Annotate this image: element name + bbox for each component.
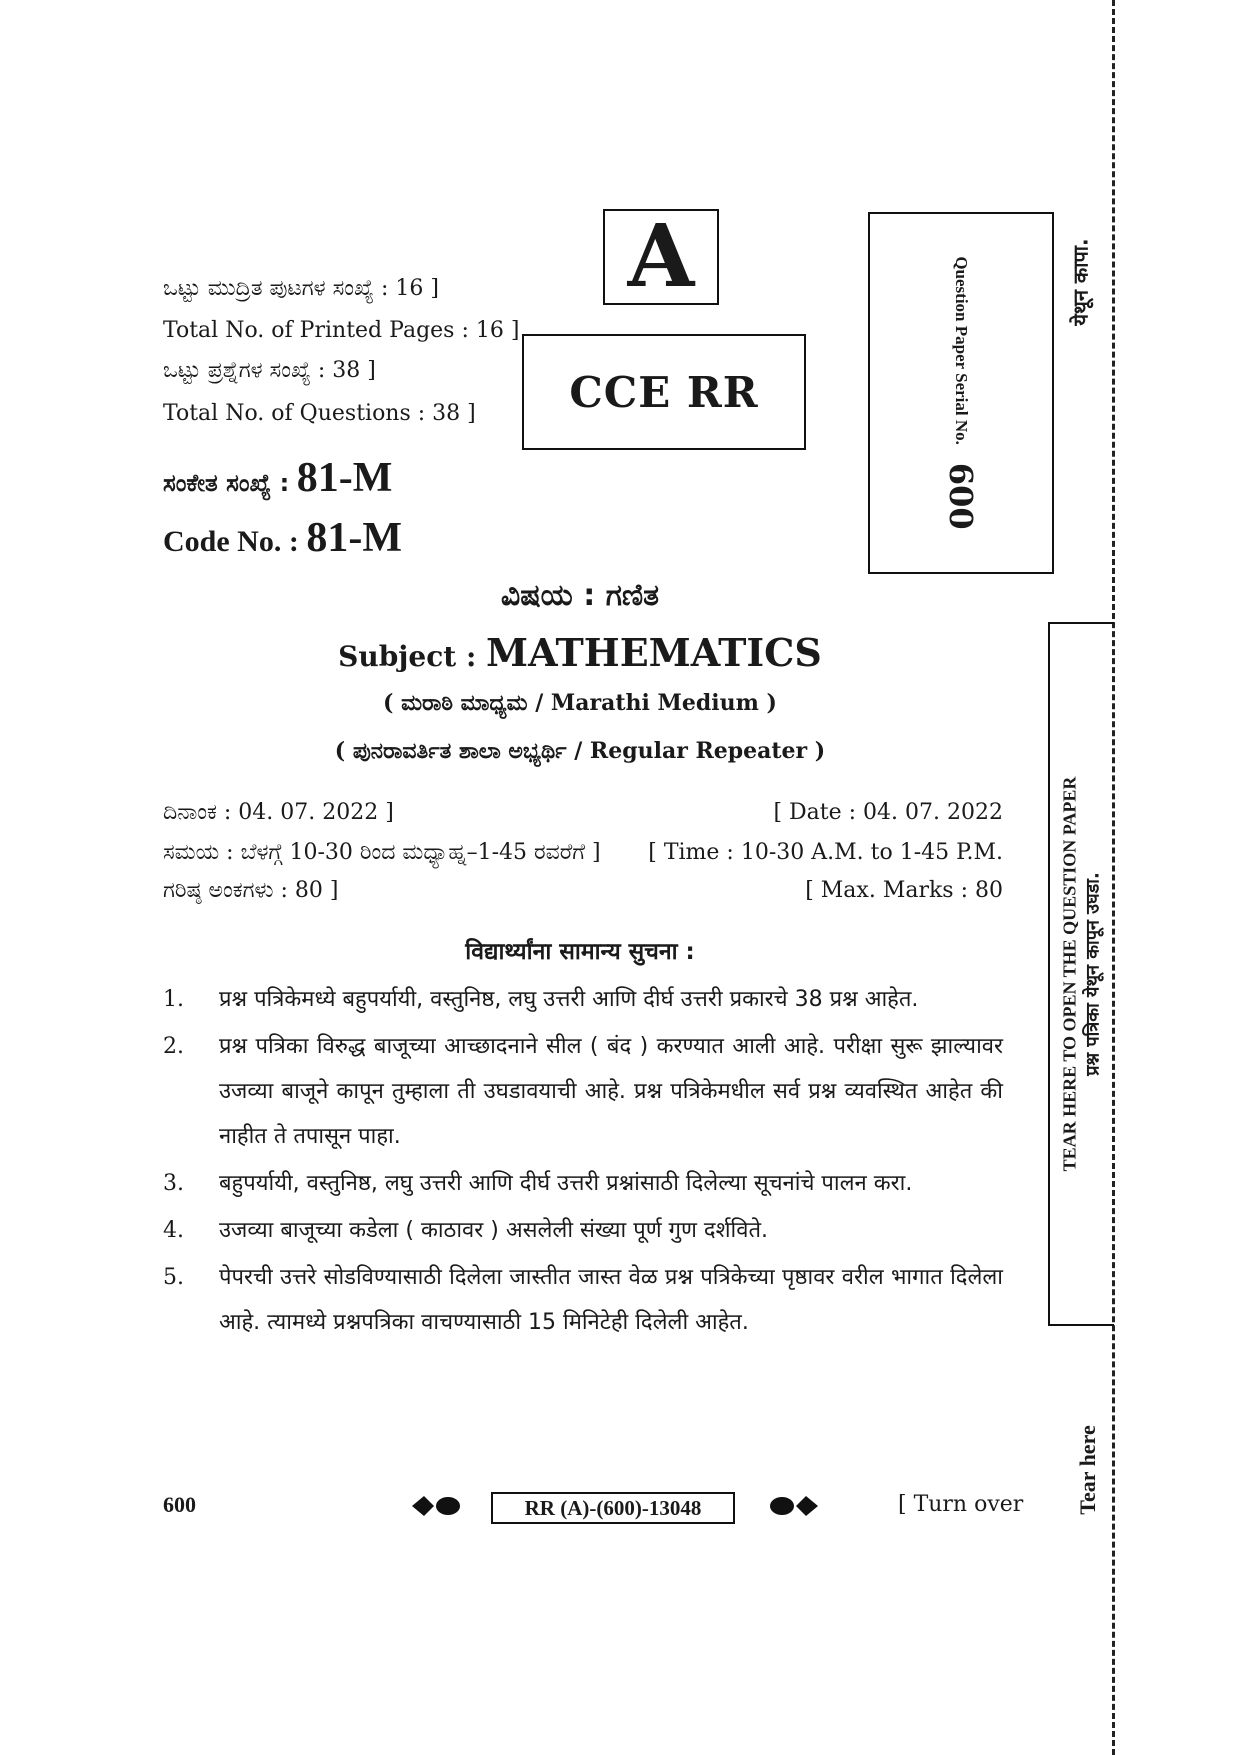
date-english: [ Date : 04. 07. 2022 — [773, 800, 1003, 825]
instruction-text: प्रश्न पत्रिका विरुद्ध बाजूच्या आच्छादनाने सील ( बंद ) करण्यात आली आहे. परीक्षा सुरू झाल्यावर उजव्या बाजूने कापून तुम्हाला ती उघडावयाची आहे. प्रश्न पत्रिकेमधील सर्व प्रश्न व्यवस्थित आहेत की नाहीत ते तपासून पाहा. — [219, 1034, 1003, 1149]
instruction-number: 2. — [163, 1034, 184, 1059]
time-row — [163, 840, 1003, 865]
marks-row — [163, 878, 1003, 903]
instructions-list — [163, 977, 1003, 1347]
time-english: [ Time : 10-30 A.M. to 1-45 P.M. — [648, 840, 1003, 865]
footer-page-code: 600 — [163, 1492, 196, 1517]
time-kannada: ಸಮಯ : ಬೆಳಗ್ಗೆ 10-30 ರಿಂದ ಮಧ್ಯಾಹ್ನ–1-45 ರವರೆಗೆ ] — [163, 840, 601, 865]
code-value-kannada: 81-M — [296, 455, 393, 501]
printed-pages: Total No. of Printed Pages : 16 ] — [163, 318, 520, 343]
instruction-item — [163, 1208, 1003, 1253]
date-kannada: ದಿನಾಂಕ : 04. 07. 2022 ] — [163, 800, 394, 825]
tear-instruction-english: TEAR HERE TO OPEN THE QUESTION PAPER — [1059, 776, 1080, 1172]
total-questions-kannada: ಒಟ್ಟು ಪ್ರಶ್ನೆಗಳ ಸಂಖ್ಯೆ : 38 ] — [163, 358, 376, 383]
instruction-text: बहुपर्यायी, वस्तुनिष्ठ, लघु उत्तरी आणि दीर्घ उत्तरी प्रश्नांसाठी दिलेल्या सूचनांचे पालन करा. — [219, 1171, 913, 1196]
instruction-number: 4. — [163, 1218, 184, 1243]
instruction-item — [163, 1024, 1003, 1159]
marks-kannada: ಗರಿಷ್ಠ ಅಂಕಗಳು : 80 ] — [163, 878, 339, 903]
serial-number-box — [868, 212, 1054, 574]
code-number-kannada — [163, 454, 392, 502]
candidate-type-line: ( ಪುನರಾವರ್ತಿತ ಶಾಲಾ ಅಭ್ಯರ್ಥಿ / Regular Repeater ) — [334, 738, 826, 764]
exam-name-box: CCE RR — [522, 334, 806, 450]
tear-here-label: Tear here — [1075, 1425, 1100, 1515]
instruction-number: 3. — [163, 1171, 184, 1196]
code-label-kannada: ಸಂಕೇತ ಸಂಖ್ಯೆ : — [163, 469, 290, 497]
code-label: Code No. : — [163, 525, 299, 558]
instruction-text: उजव्या बाजूच्या कडेला ( काठावर ) असलेली संख्या पूर्ण गुण दर्शविते. — [219, 1218, 769, 1243]
instruction-item — [163, 1161, 1003, 1206]
instruction-item — [163, 1255, 1003, 1345]
subject-value: MATHEMATICS — [486, 630, 822, 675]
serial-label: Question Paper Serial No. — [952, 256, 971, 445]
turn-over-text: [ Turn over — [898, 1492, 1024, 1517]
tear-instruction-box — [1048, 622, 1114, 1326]
instruction-number: 5. — [163, 1265, 184, 1290]
cut-here-text: येथून कापा. — [1068, 238, 1093, 326]
tear-instruction-marathi: प्रश्न पत्रिका येथून कापून उघडा. — [1082, 872, 1104, 1076]
code-number — [163, 514, 402, 562]
question-set-box: A — [603, 209, 719, 305]
subject-kannada: ವಿಷಯ : ಗಣಿತ — [500, 578, 660, 613]
subject-label: Subject : — [338, 640, 477, 673]
serial-number: 600 — [942, 462, 980, 530]
total-questions: Total No. of Questions : 38 ] — [163, 401, 476, 426]
instruction-number: 1. — [163, 987, 184, 1012]
booklet-code: RR (A)-(600)-13048 — [491, 1492, 735, 1524]
instruction-text: प्रश्न पत्रिकेमध्ये बहुपर्यायी, वस्तुनिष्ठ, लघु उत्तरी आणि दीर्घ उत्तरी प्रकारचे 38 प्रश्न आहेत. — [219, 987, 919, 1012]
instruction-text: पेपरची उत्तरे सोडविण्यासाठी दिलेला जास्तीत जास्त वेळ प्रश्न पत्रिकेच्या पृष्ठावर वरील भागात दिलेला आहे. त्यामध्ये प्रश्नपत्रिका वाचण्यासाठी 15 मिनिटेही दिलेली आहेत. — [219, 1265, 1003, 1335]
subject-title — [160, 630, 1000, 675]
marks-english: [ Max. Marks : 80 — [805, 878, 1003, 903]
ornament-right-icon — [768, 1492, 820, 1520]
instructions-title: विद्यार्थ्यांना सामान्य सुचना : — [465, 939, 695, 965]
medium-line: ( ಮರಾಠಿ ಮಾಧ್ಯಮ / Marathi Medium ) — [383, 690, 777, 716]
printed-pages-kannada: ಒಟ್ಟು ಮುದ್ರಿತ ಪುಟಗಳ ಸಂಖ್ಯೆ : 16 ] — [163, 276, 439, 301]
date-row — [163, 800, 1003, 825]
code-value: 81-M — [306, 515, 402, 561]
instruction-item — [163, 977, 1003, 1022]
ornament-left-icon — [410, 1492, 462, 1520]
